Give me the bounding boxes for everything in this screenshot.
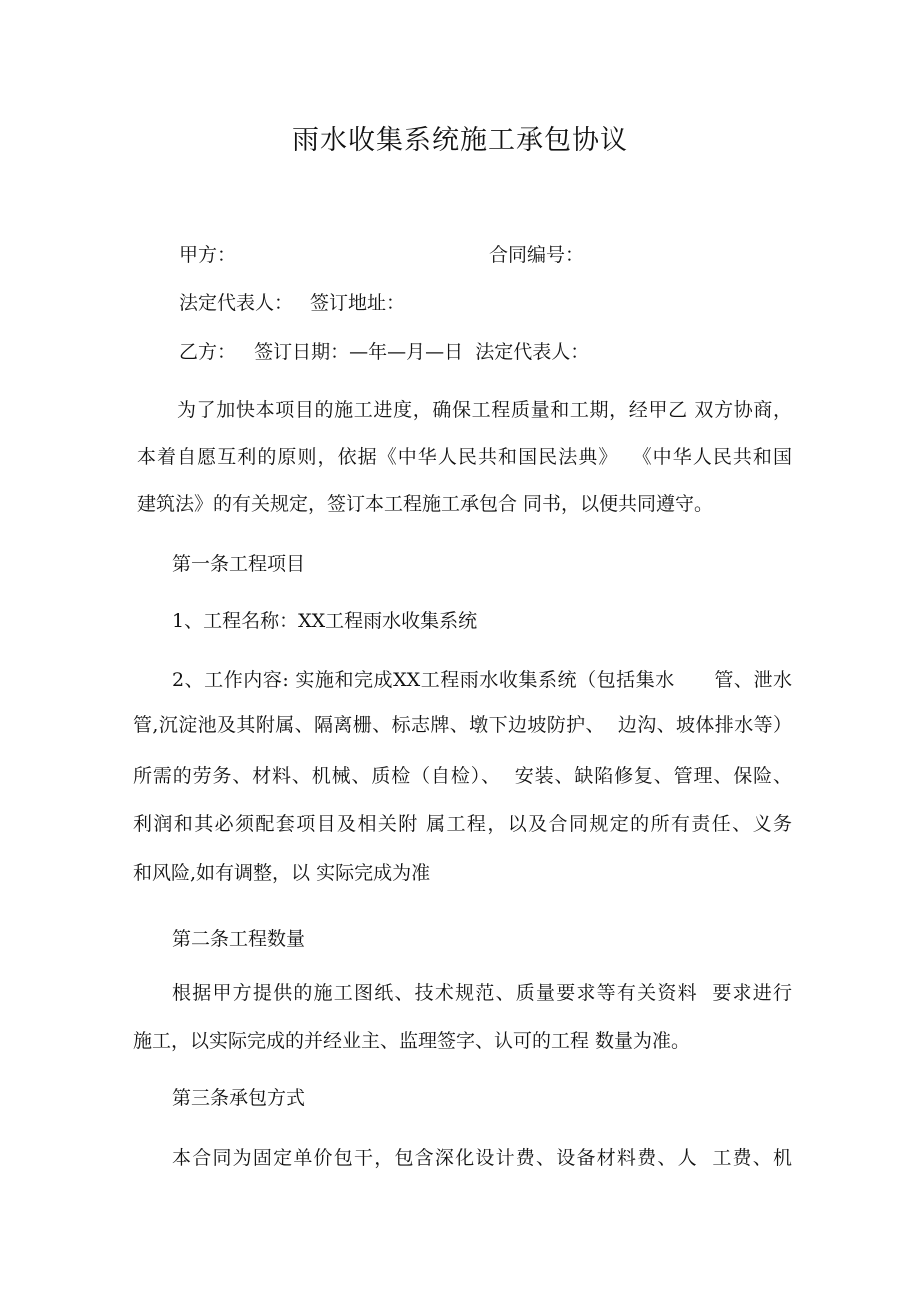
article-1-item-2-line-4: 利润和其必须配套项目及相关附 属工程，以及合同规定的所有责任、义务: [133, 813, 792, 835]
party-b-line: 乙方： 签订日期：—年—月—日 法定代表人：: [179, 341, 590, 363]
party-a-label: 甲方：: [179, 244, 237, 266]
document-title: 雨水收集系统施工承包协议: [292, 125, 628, 156]
signing-place-label: 签订地址：: [310, 292, 406, 314]
intro-line-3: 建筑法》的有关规定，签订本工程施工承包合 同书，以便共同遵守。: [137, 493, 714, 515]
intro-line-1: 为了加快本项目的施工进度，确保工程质量和工期，经甲乙 双方协商，: [177, 399, 792, 421]
article-1-item-2-line-2: 管,沉淀池及其附属、隔离栅、标志牌、墩下边坡防护、 边沟、坡体排水等）: [133, 714, 792, 736]
article-2-line-2: 施工，以实际完成的并经业主、监理签字、认可的工程 数量为准。: [133, 1030, 691, 1052]
contract-number-label: 合同编号：: [489, 244, 585, 266]
article-1-heading: 第一条工程项目: [172, 553, 306, 575]
article-1-item-2-line-1: 2、工作内容: 实施和完成XX工程雨水收集系统（包括集水 管、泄水: [172, 669, 792, 691]
article-1-item-2-line-5: 和风险,如有调整，以 实际完成为准: [133, 862, 431, 884]
article-3-heading: 第三条承包方式: [172, 1087, 306, 1109]
article-2-line-1: 根据甲方提供的施工图纸、技术规范、质量要求等有关资料 要求进行: [172, 982, 792, 1004]
article-2-heading: 第二条工程数量: [172, 928, 306, 950]
article-3-line-1: 本合同为固定单价包干，包含深化设计费、设备材料费、人 工费、机: [172, 1147, 792, 1169]
legal-representative-a-label: 法定代表人：: [179, 292, 294, 314]
article-1-item-1: 1、工程名称：XX工程雨水收集系统: [172, 610, 478, 632]
intro-line-2: 本着自愿互利的原则，依据《中华人民共和国民法典》 《中华人民共和国: [137, 446, 792, 468]
article-1-item-2-line-3: 所需的劳务、材料、机械、质检（自检）、 安装、缺陷修复、管理、保险、: [133, 765, 792, 787]
